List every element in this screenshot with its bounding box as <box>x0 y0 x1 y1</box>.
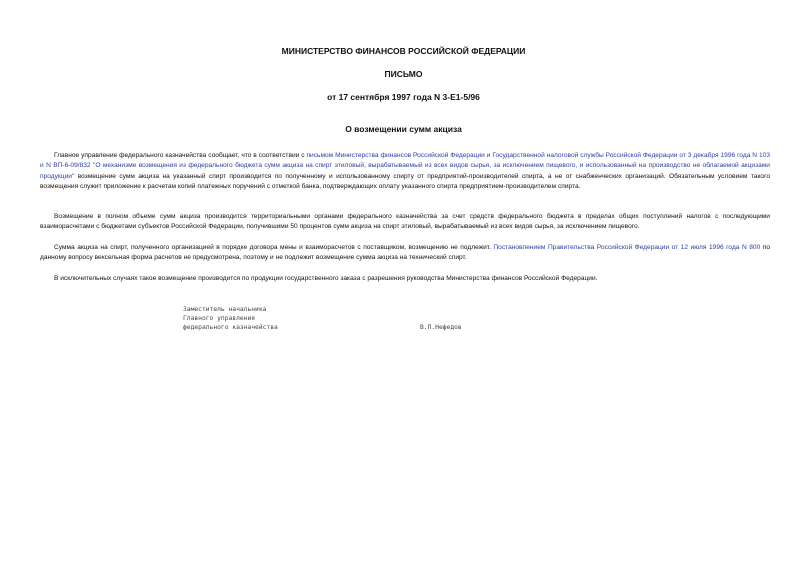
paragraph-3 <box>40 243 770 264</box>
signature-name: В.П.Нефедов <box>420 323 462 331</box>
paragraph-3-text-b: по данному вопросу вексельная форма расчетов не предусмотрена, поэтому и не подлежит возмещение сумма акциза на технический спирт. <box>40 244 770 262</box>
document-date-number: от 17 сентября 1997 года N 3-Е1-5/96 <box>327 92 480 102</box>
paragraph-4: В исключительных случаях такое возмещение производится по продукции государственного заказа с разрешения руководства Министерства финансов Российской Федерации. <box>54 275 598 282</box>
link-ministry-letter[interactable]: письмом Министерства финансов Российской Федерации и Государственной налоговой службы Российской Федерации от 3 декабря 1996 года N 103 и N ВП-6-09/832 "О механизме возмещения из федерального бюджета сумм акциза на спирт этиловый, вырабатываемый из всех видов сырья, за исключением пищевого, и использованный на производство не облагаемой акцизами продукции" <box>40 152 770 180</box>
paragraph-2: Возмещение в полном объеме сумм акциза производится территориальными органами федерального казначейства за счет средств федерального бюджета в пределах общих поступлений налогов с последующими взаиморасчетами с бюджетами субъектов Российской Федерации, получившими 50 процентов сумм акциза на спирт этиловый, вырабатываемый из всех видов сырья, за исключением пищевого. <box>40 213 770 231</box>
link-government-resolution[interactable]: Постановлением Правительства Российской Федерации от 12 июля 1996 года N 800 <box>493 244 761 251</box>
signature-line-1: Заместитель начальника <box>183 306 267 313</box>
signature-line-3: федерального казначейства <box>183 323 278 331</box>
ministry-title: МИНИСТЕРСТВО ФИНАНСОВ РОССИЙСКОЙ ФЕДЕРАЦИИ <box>281 46 526 56</box>
signature-line-2: Главного управления <box>183 314 256 322</box>
paragraph-1 <box>40 151 770 192</box>
document-type: ПИСЬМО <box>384 69 423 79</box>
paragraph-1-text-b: возмещение сумм акциза на указанный спирт производится по полученному и использованному спирту от предприятий-производителей спирта, а не от снабженческих организаций. Обязательным условием такого возмещения служит приложение к расчетам копий платежных поручений с отметкой банка, подтверждающих оплату указанного спирта предприятием-производителем спирта. <box>40 172 770 190</box>
paragraph-3-text-a: Сумма акциза на спирт, полученного организацией в порядке договора мены и взаиморасчетов с поставщиком, возмещению не подлежит. <box>54 244 494 251</box>
signature-title <box>183 306 278 332</box>
document-subject: О возмещении сумм акциза <box>345 124 462 134</box>
paragraph-1-text-a: Главное управление федерального казначейства сообщает, что в соответствии с <box>54 152 307 159</box>
